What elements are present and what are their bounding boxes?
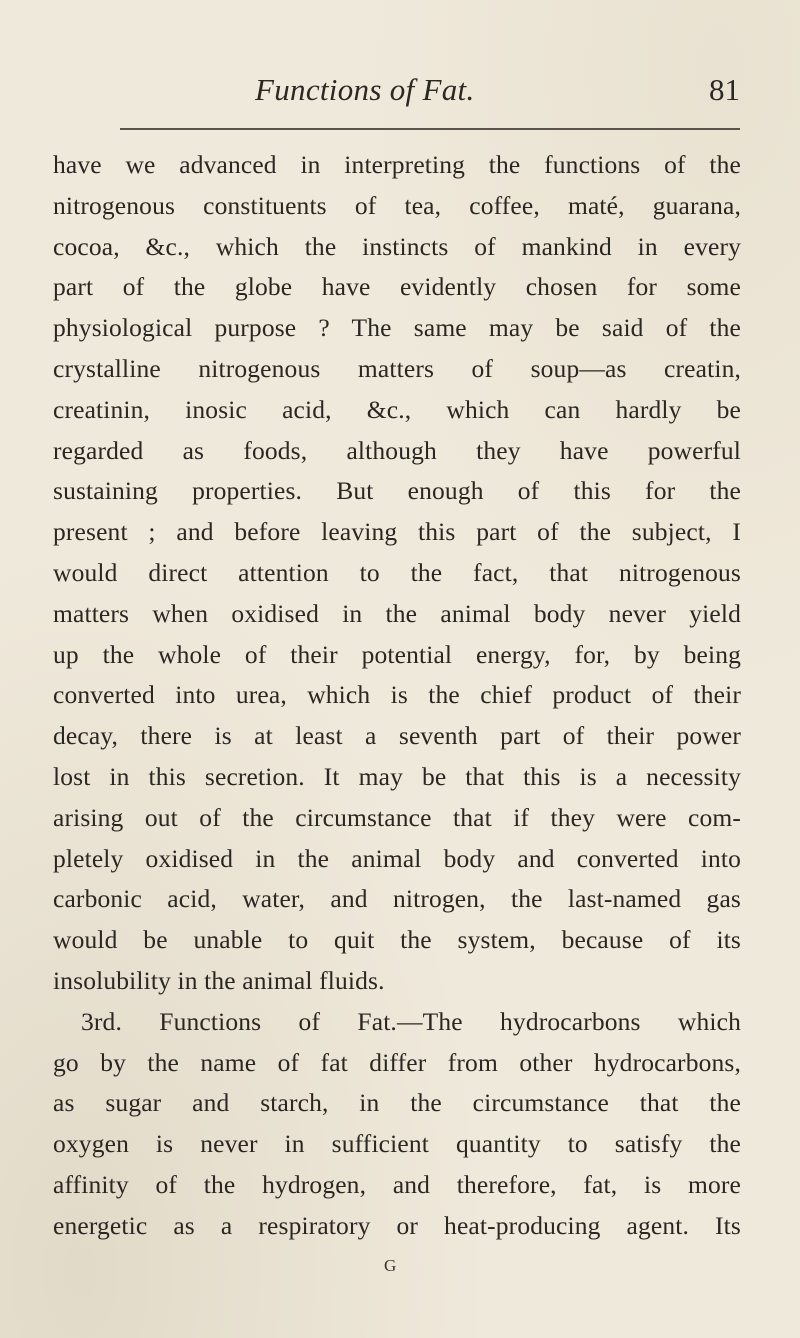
text-line: crystalline nitrogenous matters of soup—as creatin, bbox=[53, 353, 741, 383]
text-line: arising out of the circumstance that if they were com- bbox=[53, 802, 741, 832]
text-line: part of the globe have evidently chosen for some bbox=[53, 272, 741, 302]
section-heading-line: 3rd. Functions of Fat.—The hydrocarbons which bbox=[81, 1006, 741, 1036]
header-rule bbox=[120, 128, 740, 130]
text-line: cocoa, &c., which the instincts of mankind in every bbox=[53, 231, 741, 261]
text-line: have we advanced in interpreting the functions of the bbox=[53, 150, 741, 179]
text-line: insolubility in the animal fluids. bbox=[53, 965, 385, 995]
text-line: converted into urea, which is the chief product of their bbox=[53, 680, 741, 710]
text-line: would direct attention to the fact, that nitrogenous bbox=[53, 557, 741, 587]
text-line: go by the name of fat differ from other hydrocarbons, bbox=[53, 1047, 741, 1077]
signature-mark: G bbox=[384, 1256, 397, 1275]
text-line: physiological purpose ? The same may be said of the bbox=[53, 313, 741, 343]
text-line: would be unable to quit the system, because of its bbox=[53, 925, 741, 955]
text-line: present ; and before leaving this part of the subject, I bbox=[53, 517, 741, 547]
text-line: nitrogenous constituents of tea, coffee, maté, guarana, bbox=[53, 190, 741, 220]
page-number: 81 bbox=[709, 72, 740, 107]
text-line: up the whole of their potential energy, for, by being bbox=[53, 639, 741, 669]
text-line: energetic as a respiratory or heat-producing agent. Its bbox=[53, 1210, 741, 1240]
text-line: carbonic acid, water, and nitrogen, the last-named gas bbox=[53, 884, 741, 914]
text-line: affinity of the hydrogen, and therefore, fat, is more bbox=[53, 1169, 741, 1199]
body-text bbox=[53, 145, 741, 1247]
text-line: sustaining properties. But enough of this for the bbox=[53, 476, 741, 506]
text-line: oxygen is never in sufficient quantity to satisfy the bbox=[53, 1129, 741, 1159]
text-line: regarded as foods, although they have powerful bbox=[53, 435, 741, 465]
running-title: Functions of Fat. bbox=[255, 72, 475, 107]
text-line: matters when oxidised in the animal body never yield bbox=[53, 598, 741, 628]
text-line: decay, there is at least a seventh part of their power bbox=[53, 721, 741, 751]
text-line: lost in this secretion. It may be that this is a necessity bbox=[53, 761, 741, 791]
page-header bbox=[120, 70, 740, 120]
text-line: creatinin, inosic acid, &c., which can hardly be bbox=[53, 394, 741, 424]
text-line: as sugar and starch, in the circumstance that the bbox=[53, 1088, 741, 1118]
text-line: pletely oxidised in the animal body and converted into bbox=[53, 843, 741, 873]
